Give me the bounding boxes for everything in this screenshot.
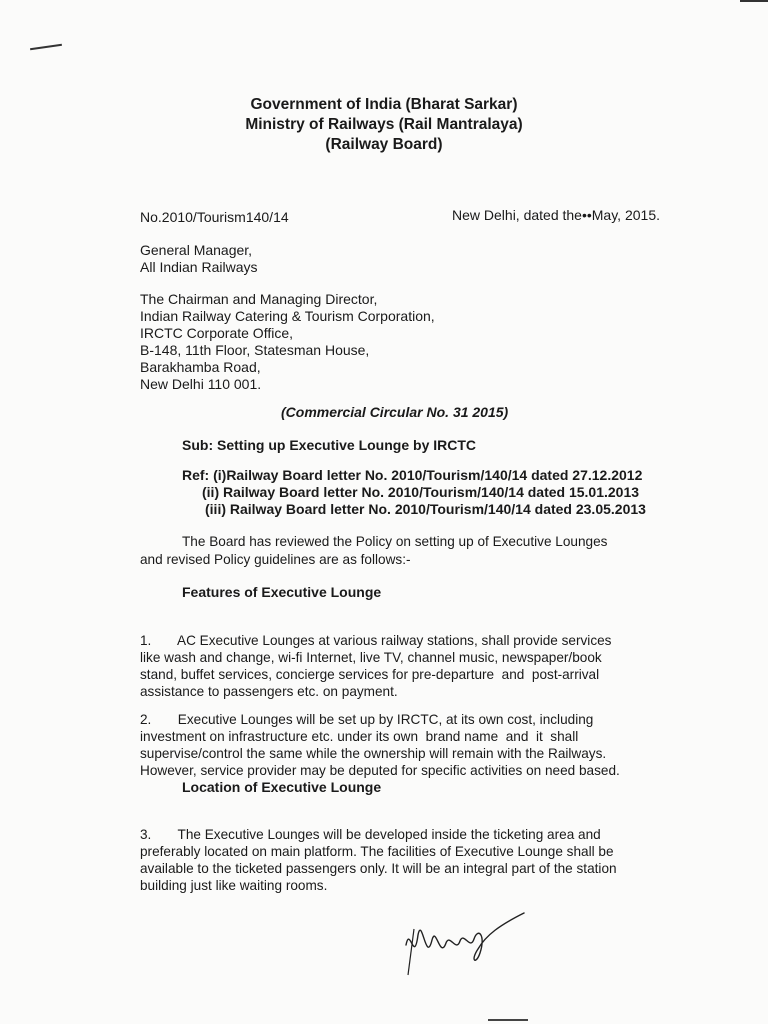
addressee-gm xyxy=(140,242,258,276)
circular-number: (Commercial Circular No. 31 2015) xyxy=(281,404,509,420)
header-line-1: Government of India (Bharat Sarkar) xyxy=(250,96,518,113)
reference-line-1: Ref: (i)Railway Board letter No. 2010/Tourism/140/14 dated 27.12.2012 xyxy=(182,467,643,483)
header-line-3: (Railway Board) xyxy=(325,136,443,153)
paragraph-line: investment on infrastructure etc. under its own brand name and it shall xyxy=(140,729,579,744)
paragraph-line: preferably located on main platform. The facilities of Executive Lounge shall be xyxy=(140,844,614,859)
addressee-line: Indian Railway Catering & Tourism Corporation, xyxy=(140,308,435,324)
intro-line-1: The Board has reviewed the Policy on setting up of Executive Lounges xyxy=(182,534,608,549)
signature xyxy=(400,905,530,985)
paragraph-line: stand, buffet services, concierge services for pre-departure and post-arrival xyxy=(140,667,600,682)
edge-mark xyxy=(740,0,768,2)
addressee-irctc xyxy=(140,291,435,393)
addressee-line: All Indian Railways xyxy=(140,259,258,275)
reference-line-2: (ii) Railway Board letter No. 2010/Tourism/140/14 dated 15.01.2013 xyxy=(202,484,640,500)
addressee-line: Barakhamba Road, xyxy=(140,359,261,375)
paragraph-line: supervise/control the same while the ownership will remain with the Railways. xyxy=(140,746,607,761)
header-line-2: Ministry of Railways (Rail Mantralaya) xyxy=(245,116,523,133)
addressee-line: B-148, 11th Floor, Statesman House, xyxy=(140,342,370,358)
paragraph-line: 2. Executive Lounges will be set up by IRCTC, at its own cost, including xyxy=(140,712,594,727)
pen-mark xyxy=(30,44,62,50)
footer-mark xyxy=(488,1019,528,1021)
section-title-location: Location of Executive Lounge xyxy=(182,779,382,795)
section-title-features: Features of Executive Lounge xyxy=(182,584,382,600)
paragraph-3 xyxy=(140,809,678,911)
paragraph-line: available to the ticketed passengers only. It will be an integral part of the station xyxy=(140,861,617,876)
addressee-line: General Manager, xyxy=(140,242,253,258)
paragraph-line: 1. AC Executive Lounges at various railway stations, shall provide services xyxy=(140,633,612,648)
reference-number: No.2010/Tourism140/14 xyxy=(140,209,289,225)
reference-line-3: (iii) Railway Board letter No. 2010/Tourism/140/14 dated 23.05.2013 xyxy=(205,501,646,517)
addressee-line: IRCTC Corporate Office, xyxy=(140,325,294,341)
paragraph-line: building just like waiting rooms. xyxy=(140,878,328,893)
intro-line-2: and revised Policy guidelines are as follows:- xyxy=(140,552,411,567)
addressee-line: The Chairman and Managing Director, xyxy=(140,291,378,307)
paragraph-line: assistance to passengers etc. on payment. xyxy=(140,684,398,699)
addressee-line: New Delhi 110 001. xyxy=(140,376,262,392)
subject-line: Sub: Setting up Executive Lounge by IRCTC xyxy=(182,437,477,453)
paragraph-line: However, service provider may be deputed for specific activities on need based. xyxy=(140,763,620,778)
letter-date: New Delhi, dated the••May, 2015. xyxy=(452,207,660,223)
paragraph-line: like wash and change, wi-fi Internet, live TV, channel music, newspaper/book xyxy=(140,650,602,665)
paragraph-line: 3. The Executive Lounges will be developed inside the ticketing area and xyxy=(140,827,601,842)
